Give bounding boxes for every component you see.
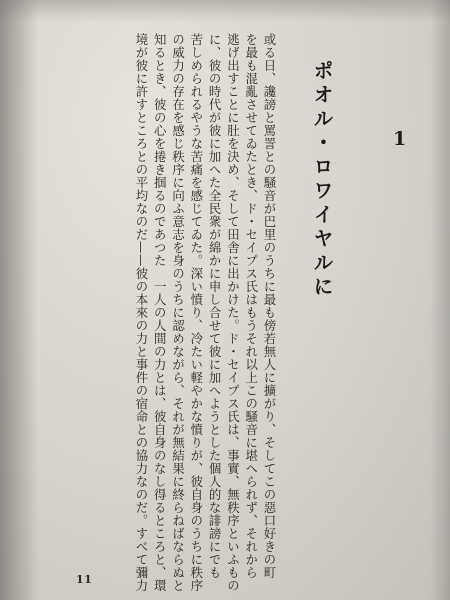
text-line: に、彼の時代が彼に加へた全民衆が綿かに申し合せて彼に加へようとした個人的な誹謗にでも [207, 33, 223, 579]
page-edge-shadow [430, 0, 450, 600]
text-line: 苦しめられるやうな苦痛を感じてゐた。深い憤り、冷たい軽やかな憤りが、彼自身のうちに秩序 [188, 33, 204, 592]
text-line: 境が彼に許すところとの平均なのだ——彼の本來の力と事件の宿命との協力なのだ。すべて彌力 [133, 33, 149, 592]
page-number: 11 [76, 573, 93, 586]
text-line: 知るとき、彼の心を捲き掴るのであつた 一人の人間の力とは、彼自身のなし得るところと、環 [152, 33, 168, 592]
text-line: 或る日、讒謗と罵詈との騒音が巴里のうちに最も傍若無人に擴がり、そしてこの惡口好きの町 [262, 33, 277, 579]
page-gutter-shadow [0, 0, 38, 600]
page-top-shadow [0, 0, 450, 22]
chapter-title: ポオル・ロワイヤルに [310, 60, 334, 300]
text-line: の威力の存在を感じ秩序に向ふ意志を身のうちに認めながら、それが無結果に終らねばならぬと [170, 33, 186, 592]
body-text [132, 33, 278, 592]
chapter-number: 1 [393, 128, 407, 150]
text-line: 逃げ出すことに肚を決め、そして田舎に出かけた。ド・セイプス氏は、事實、無秩序といふもの [225, 33, 241, 592]
text-line: を最も混亂させてゐたとき、ド・セイプス氏はもうそれ以上この騒音に堪へられず、それから [243, 33, 259, 579]
